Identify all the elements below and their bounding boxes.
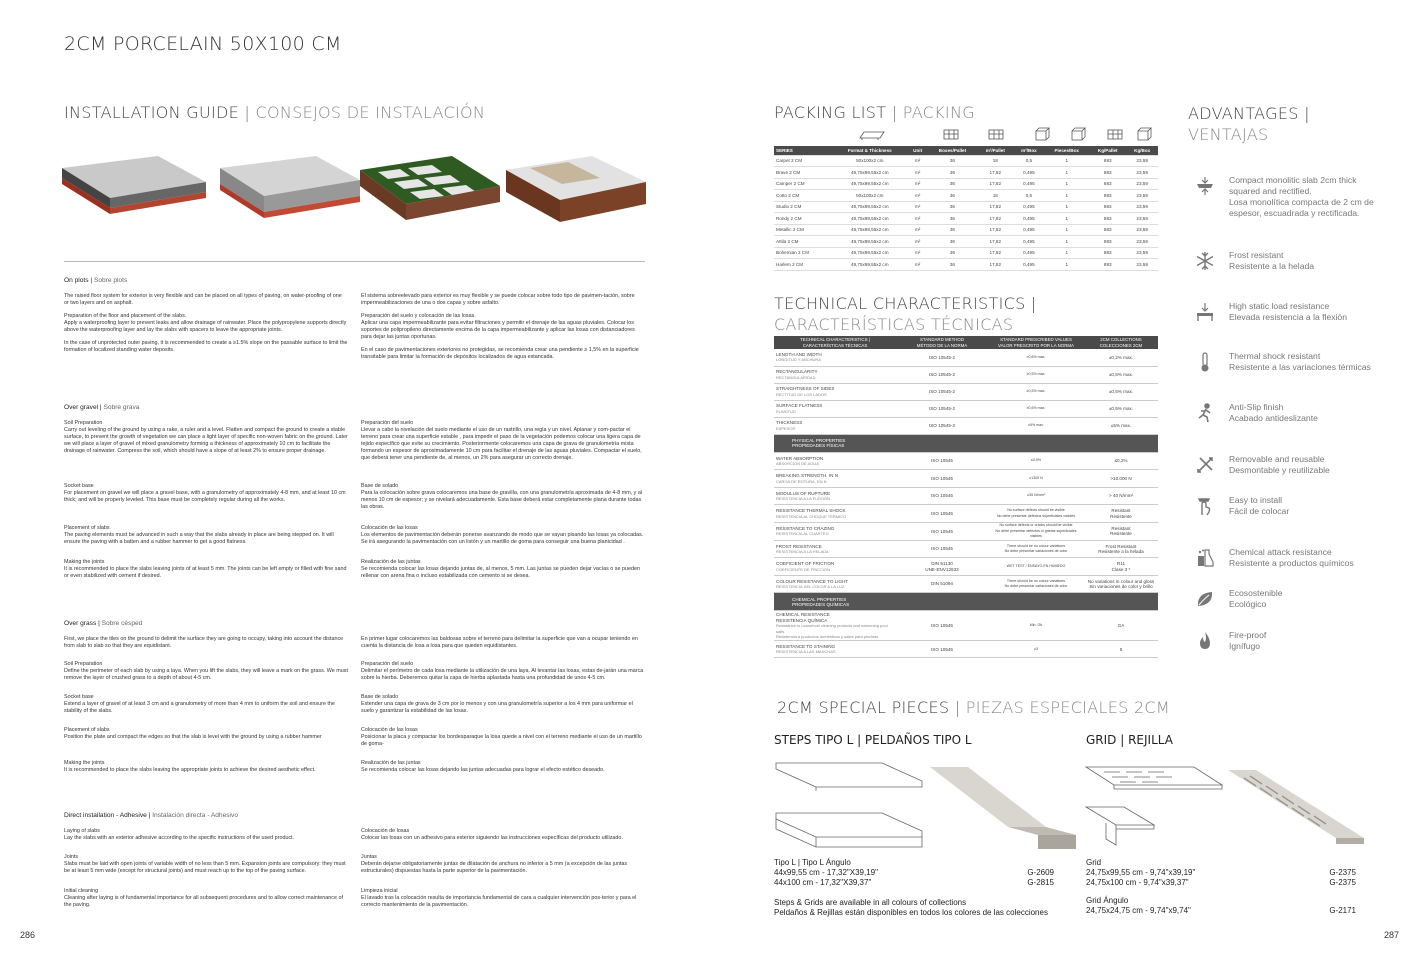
packing-cell: 1 <box>1044 201 1089 213</box>
packing-cell: 883 <box>1089 190 1126 202</box>
value-cell: GA <box>1084 611 1158 641</box>
paragraph-es: Colocación de las losas Los elementos de pavimentación deberán ponerse avanzando de modo que se vayan pisando las losas ya colocadas. Se irá asegurando la pavimentación con un listón y un martillo de goma para conseguir una buena planicidad . <box>361 525 644 545</box>
section-heading-direct-installation: Direct installation - Adhesive | Instalación directa - Adhesivo <box>64 812 238 819</box>
paragraph-es: Juntas Deberán dejarse obligatoriamente juntas de dilatación de anchura no inferior a 5 mm (a excepción de las juntas estructurales) dispuestas hasta la parte superior de la pavimentación. <box>361 854 628 874</box>
packing-row <box>774 247 1158 259</box>
packing-row <box>774 236 1158 248</box>
packing-cell: 23,59 <box>1126 201 1158 213</box>
packing-cell: 49,75x99,55x2 cm <box>832 224 907 236</box>
packing-row <box>774 178 1158 190</box>
packing-cell: 36 <box>928 213 977 225</box>
section-heading-over-grass: Over grass | Sobre césped <box>64 620 143 627</box>
snowflake-icon <box>1194 250 1216 272</box>
installation-title <box>64 103 485 122</box>
technical-header-row: TECHNICAL CHARACTERISTICS | CARACTERÍSTICAS TÉCNICAS STANDARD METHOD MÉTODO DE LA NORMA STANDARD PRESCRIBED VALUES VALOR PRESCRITO POR LA NORMA 2CM COLLECTIONS COLECCIONES 2CM <box>774 336 1158 349</box>
grid-title: GRID | REJILLA <box>1086 733 1173 747</box>
packing-cell: 36 <box>928 201 977 213</box>
method-cell: DIN 51130 UNE-ENV12633 <box>896 558 988 576</box>
packing-cell: 18 <box>977 190 1013 202</box>
packing-cell: 23,59 <box>1126 190 1158 202</box>
packing-cell: m² <box>907 178 927 190</box>
paragraph-es: Limpieza inicial El lavado tras la colocación resulta de importancia fundamental de cara a cualquier intervención pos-terior y para el correcto mantenimiento de la pavimentación. <box>361 888 637 908</box>
paragraph-en: Socket base For placement on gravel we will place a gravel base, with a granulometry of approximately 4-8 mm, and at least 10 cm thick; and will be properly leveled. This base must be completely regular during all the works. <box>64 483 346 503</box>
packing-cell: 18 <box>977 155 1013 167</box>
value-cell: ±0,5% max. <box>1084 383 1158 400</box>
packing-cell: 23,59 <box>1126 167 1158 179</box>
value-cell: Resistant Resistente <box>1084 505 1158 523</box>
packing-row <box>774 155 1158 167</box>
advantages-title: ADVANTAGES | VENTAJAS <box>1188 104 1310 144</box>
steps-item: 44x100 cm - 17,32"X39,37" G-2815 <box>774 878 1054 887</box>
over-gravel-es-column <box>361 420 645 586</box>
packing-cell: 17,82 <box>977 178 1013 190</box>
prescribed-cell: ≥1300 N <box>988 470 1084 488</box>
paragraph-en: Placement of slabs Position the plate and compact the edges so that the slab is level with the ground by using a rubber hammer <box>64 727 322 740</box>
technical-row <box>774 487 1158 505</box>
chemical-icon <box>1194 547 1216 569</box>
packing-row <box>774 190 1158 202</box>
packing-icons <box>774 126 1158 144</box>
paragraph-en: Making the joints It is recommended to place the slabs leaving the appropriate joints to achieve the desired aesthetic effect. <box>64 760 316 773</box>
steps-item: 44x99,55 cm - 17,32"X39,19" G-2609 <box>774 868 1054 877</box>
property-cell: COEFICIENT OF FRICTION COEFICIENTE DE FRICCIÓN <box>774 558 896 576</box>
box-icon <box>1036 128 1049 140</box>
step-photo <box>928 765 1078 855</box>
packing-cell: 883 <box>1089 167 1126 179</box>
packing-cell: 1 <box>1044 247 1089 259</box>
value-cell: No variations in colour and gloss Sin variaciones de color y brillo <box>1084 575 1158 593</box>
packing-cell: 49,75x99,55x2 cm <box>832 247 907 259</box>
advantage-item <box>1194 250 1374 272</box>
packing-cell: 1 <box>1044 155 1089 167</box>
technical-row <box>774 383 1158 400</box>
packing-cell: 17,82 <box>977 224 1013 236</box>
box-icon <box>1072 128 1085 140</box>
technical-row <box>774 558 1158 576</box>
value-cell: ≤0,2% <box>1084 452 1158 470</box>
packing-cell: 1 <box>1044 167 1089 179</box>
packing-cell: 0,495 <box>1014 178 1045 190</box>
packing-cell: 23,59 <box>1126 236 1158 248</box>
paragraph-es: El sistema sobreelevado para exterior es muy flexible y se puede colocar sobre todo tipo de pavimen-tación, sobre impermeabilizaciones de una o dos capas y sobre asfalto. <box>361 293 635 306</box>
installation-title-en: INSTALLATION GUIDE <box>64 103 240 122</box>
packing-row <box>774 167 1158 179</box>
packing-cell: 23,59 <box>1126 155 1158 167</box>
physical-properties-band: PHYSICAL PROPERTIES PROPIEDADES FÍSICAS <box>774 434 1158 452</box>
packing-cell: 1 <box>1044 224 1089 236</box>
packing-row <box>774 213 1158 225</box>
series-cell: Camper 2 CM <box>774 178 832 190</box>
step-drawing <box>774 755 924 855</box>
packing-cell: 883 <box>1089 155 1126 167</box>
advantage-item <box>1194 495 1374 517</box>
page-number-right: 287 <box>1384 930 1400 940</box>
chemical-properties-band: CHEMICAL PROPERTIES PROPIEDADES QUÍMICAS <box>774 593 1158 611</box>
on-plots-es-column <box>361 293 645 367</box>
value-cell: ±0,5% max. <box>1084 366 1158 383</box>
packing-cell: 36 <box>928 190 977 202</box>
series-cell: Attila 2 CM <box>774 236 832 248</box>
steps-title: STEPS TIPO L | PELDAÑOS TIPO L <box>774 733 972 747</box>
property-cell: RESISTANCE TO STAINING RESISTENCIA A LAS MANCHAS <box>774 641 896 658</box>
packing-cell: 1 <box>1044 190 1089 202</box>
steps-info <box>774 858 1054 888</box>
value-cell: ±0,5% max. <box>1084 400 1158 417</box>
series-cell: Metallic 2 CM <box>774 224 832 236</box>
packing-cell: 36 <box>928 167 977 179</box>
method-cell: ISO 10545-2 <box>896 349 988 366</box>
paragraph-en: Socket base Extend a layer of gravel of at least 3 cm and a granulometry of more than 4 mm to uniform the soil and ensure the stability of the slabs. <box>64 694 335 714</box>
prescribed-cell: ≥35 N/mm² <box>988 487 1084 505</box>
packing-cell: 49,75x99,55x2 cm <box>832 201 907 213</box>
property-cell: WATER ABSORPTION ABSORCIÓN DE AGUA <box>774 452 896 470</box>
advantage-text: Removable and reusable Desmontable y reutilizable <box>1229 454 1330 475</box>
packing-cell: 17,82 <box>977 236 1013 248</box>
grid-drawing <box>1084 765 1224 860</box>
flame-icon <box>1194 630 1216 652</box>
property-cell: SURFACE FLATNESS PLANITUD <box>774 400 896 417</box>
thermometer-icon <box>1194 351 1216 373</box>
method-cell: ISO 10545-2 <box>896 383 988 400</box>
prescribed-cell: ±0,5% max. <box>988 400 1084 417</box>
pallet-stack-icon <box>944 130 958 139</box>
packing-cell: 0,495 <box>1014 259 1045 271</box>
packing-cell: 36 <box>928 247 977 259</box>
packing-cell: 49,75x99,55x2 cm <box>832 178 907 190</box>
series-cell: Rondy 2 CM <box>774 213 832 225</box>
paragraph-es: Base de solado Para la colocación sobre grava colocaremos una base de gravilla, con una granulometría aproximada de 4-8 mm, y al menos 10 cm de espesor; y se nivelará adecuadamente. Esta base deberá estar completamente plana durante todas las obras. <box>361 483 643 510</box>
title-separator: | <box>244 103 251 122</box>
prescribed-cell: No surface defects should be visible No debe presentar defectos superficiales visibles <box>988 505 1084 523</box>
prescribed-cell: No surface defects or cracks should be visible No debe presentar defectos ni grietas superficiales visibles <box>988 523 1084 541</box>
adhesive-system-illustration <box>506 156 646 222</box>
technical-row <box>774 349 1158 366</box>
value-cell: >10.000 N <box>1084 470 1158 488</box>
paragraph-en: Placement of slabs The paving elements must be advanced in such a way that the slabs already in place are being stepped on. It will ensure the paving with a batten and a rubber hammer to get a good flatness. <box>64 525 334 545</box>
method-cell: ISO 10545 <box>896 611 988 641</box>
packing-cell: 36 <box>928 155 977 167</box>
advantage-text: High static load resistance Elevada resistencia a la flexión <box>1229 301 1347 322</box>
value-cell: ±5% max. <box>1084 417 1158 434</box>
packing-cell: m² <box>907 167 927 179</box>
paragraph-es: Preparación del suelo Delimitar el perímetro de cada losa mediante la utilización de una laya. Al levantar las losas, estas de-jarán una marca sobre la hierba. Deberemos quitar la capa de hierba aplastada hasta una profundidad de unos 4-5 cm. <box>361 661 644 681</box>
packing-cell: 1 <box>1044 259 1089 271</box>
packing-cell: 36 <box>928 259 977 271</box>
packing-cell: 17,82 <box>977 247 1013 259</box>
packing-cell: 0,5 <box>1014 155 1045 167</box>
technical-table <box>774 336 1158 658</box>
method-cell: ISO 10545-2 <box>896 366 988 383</box>
value-cell: ±0,2% max. <box>1084 349 1158 366</box>
technical-row <box>774 452 1158 470</box>
grid-angle-item: 24,75x24,75 cm - 9,74"x9,74" G-2171 <box>1086 906 1356 915</box>
installation-title-es: CONSEJOS DE INSTALACIÓN <box>255 103 486 122</box>
grid-label: Grid <box>1086 858 1102 867</box>
slab-icon <box>1194 175 1216 197</box>
packing-table <box>774 146 1158 271</box>
prescribed-cell: There should be no colour variations No debe presentar variaciones de color <box>988 575 1084 593</box>
packing-cell: 17,82 <box>977 167 1013 179</box>
prescribed-cell: ≥3 <box>988 641 1084 658</box>
packing-cell: m² <box>907 190 927 202</box>
paragraph-es: En primer lugar colocaremos las baldosas sobre el terreno para delimitar la superficie que van a ocupar teniendo en cuenta la distancia de losa a losa para que queden equidistantes. <box>361 636 638 649</box>
advantage-text: Anti-Slip finish Acabado antideslizante <box>1229 402 1318 423</box>
paragraph-es: Colocación de las losas Posicionar la placa y compactar los bordesparaque la losa quede a nivel con el terreno mediante el uso de un martillo de goma- <box>361 727 642 747</box>
technical-row <box>774 611 1158 641</box>
packing-cell: 23,59 <box>1126 178 1158 190</box>
on-plots-en-column <box>64 293 348 360</box>
series-cell: Studio 2 CM <box>774 201 832 213</box>
technical-row <box>774 366 1158 383</box>
value-cell: > 40 N/mm² <box>1084 487 1158 505</box>
packing-row <box>774 201 1158 213</box>
packing-cell: 23,59 <box>1126 213 1158 225</box>
property-cell: RESISTANCE THERMAL SHOCK RESISTENCIA AL CHOQUE TÉRMICO <box>774 505 896 523</box>
technical-row <box>774 505 1158 523</box>
packing-cell: 883 <box>1089 178 1126 190</box>
advantage-item <box>1194 402 1374 424</box>
property-cell: CHEMICAL RESISTANCE RESISTENCIA QUÍMICA Resistance to household cleaning products and swimming pool salts Resistencia a productos domésticos y sales para piscinas <box>774 611 896 641</box>
grid-item: 24,75x100 cm - 9,74"x39,37" G-2375 <box>1086 878 1356 887</box>
property-cell: FROST RESISTANCE RESISTENCIA A LA HELADA <box>774 540 896 558</box>
method-cell: ISO 10545 <box>896 487 988 505</box>
property-cell: THICKNESS ESPESOR <box>774 417 896 434</box>
packing-cell: 0,495 <box>1014 224 1045 236</box>
advantage-text: Compact monolitic slab 2cm thick squared and rectified. Losa monolítica compacta de 2 cm de espesor, escuadrada y rectificada. <box>1229 175 1374 218</box>
paragraph-en: Making the joints It is recommended to place the slabs leaving joints of at least 5 mm. The joints can be left empty or filled with fine sand or even stabilized with cement if desired. <box>64 559 347 579</box>
property-cell: RECTANGULARITY RECTANGULARIDAD <box>774 366 896 383</box>
advantage-item <box>1194 454 1374 476</box>
packing-cell: 23,59 <box>1126 224 1158 236</box>
property-cell: LENGTH AND WIDTH LONGITUD Y ANCHURA <box>774 349 896 366</box>
packing-cell: 36 <box>928 178 977 190</box>
section-divider <box>64 261 645 262</box>
packing-cell: 0,495 <box>1014 201 1045 213</box>
paragraph-es: Preparación del suelo Llevar a cabo la nivelación del suelo mediante el uso de un rastrillo, una regla y un nivel. Aplanar y com-pactar el terreno para crear una superficie estable , para impedir el paso de la vegetación podemos colocar una ligera capa de tejido específico que evite su crecimiento. Posteriormente colocaremos una capa de grava de granulometría mixta formando un espesor de aproximadamente 10 cm para facilitar el drenaje de las aguas pluviales. Compactar el suelo, que deberá tener una pendiente de, al menos, un 2% para asegurar un correcto drenaje. <box>361 420 642 461</box>
paragraph-en: Soil Preparation Define the perimeter of each slab by using a laya. When you lift the slabs, they will leave a mark on the grass. We must remove the layer of crushed grass to a depth of about 4-5 cm. <box>64 661 348 681</box>
packing-cell: 49,75x99,55x2 cm <box>832 213 907 225</box>
over-gravel-en-column <box>64 420 348 586</box>
packing-cell: 883 <box>1089 224 1126 236</box>
advantage-item <box>1194 301 1374 323</box>
prescribed-cell: ±5% max. <box>988 417 1084 434</box>
paragraph-es: Colocación de losas Colocar las losas con un adhesivo para exterior siguiendo las instrucciones específicas del producto utilizado. <box>361 828 623 841</box>
method-cell: ISO 10545-2 <box>896 400 988 417</box>
plot-system-illustration <box>62 156 206 214</box>
runner-icon <box>1194 402 1216 424</box>
series-cell: Cotto 2 CM <box>774 190 832 202</box>
value-cell: 5 <box>1084 641 1158 658</box>
box-icon <box>1138 128 1151 140</box>
prescribed-cell: ±0,5% max. <box>988 366 1084 383</box>
packing-cell: 0,495 <box>1014 213 1045 225</box>
property-cell: COLOUR RESISTANCE TO LIGHT RESISTENCIA DEL COLOR A LA LUZ <box>774 575 896 593</box>
pallet-stack-icon <box>989 130 1003 139</box>
technical-row <box>774 470 1158 488</box>
series-cell: Bohemian 2 CM <box>774 247 832 259</box>
packing-cell: m² <box>907 224 927 236</box>
packing-cell: 883 <box>1089 259 1126 271</box>
packing-cell: 883 <box>1089 213 1126 225</box>
series-cell: Carpet 2 CM <box>774 155 832 167</box>
grid-info <box>1086 858 1356 916</box>
paragraph-es: Realización de las juntas Se recomienda colocar las losas dejando las juntas adecuadas para lograr el efecto estético deseado. <box>361 760 605 773</box>
direct-installation-es-column <box>361 828 645 915</box>
property-cell: MODULUS OF RUPTURE RESISTENCIA A LA FLEXIÓN <box>774 487 896 505</box>
prescribed-cell: Min. Gb <box>988 611 1084 641</box>
method-cell: ISO 10545 <box>896 540 988 558</box>
grass-system-illustration <box>360 156 500 220</box>
packing-cell: 0,495 <box>1014 167 1045 179</box>
series-cell: Brave 2 CM <box>774 167 832 179</box>
packing-cell: 883 <box>1089 247 1126 259</box>
packing-cell: 49,75x99,55x2 cm <box>832 236 907 248</box>
property-cell: RESISTANCE TO CRAZING RESISTENCIA AL CUARTEO <box>774 523 896 541</box>
pallet-stack-icon <box>1108 130 1122 139</box>
packing-cell: 0,495 <box>1014 247 1045 259</box>
method-cell: ISO 10545 <box>896 523 988 541</box>
packing-title: PACKING LIST | PACKING <box>774 103 975 122</box>
advantage-text: Chemical attack resistance Resistente a productos químicos <box>1229 547 1354 568</box>
paragraph-es: Realización de las juntas Se recomienda colocar las losas dejando juntas de, al menos, 5 mm. Las juntas se pueden dejar vacías o se pueden rellenar con arena fina o incluso estabilizada con cemento si se desea. <box>361 559 640 579</box>
property-cell: BREAKING STRENGTH, IN N CARGA DE ROTURA, EN N <box>774 470 896 488</box>
recycle-icon <box>1194 454 1216 476</box>
steps-label: Tipo L | Tipo L Ángulo <box>774 858 851 867</box>
packing-cell: 0,495 <box>1014 236 1045 248</box>
section-heading-on-plots: On plots | Sobre plots <box>64 277 128 284</box>
prescribed-cell: ±0,6% max. <box>988 349 1084 366</box>
technical-row <box>774 523 1158 541</box>
pallet-icon <box>860 132 884 140</box>
packing-header-row: SERIES Format & Thickness Unit Boxes/Pallet m²/Pallet m²/Box Pieces/Box Kg/Pallet Kg/Box <box>774 146 1158 155</box>
technical-row <box>774 641 1158 658</box>
packing-cell: m² <box>907 201 927 213</box>
note-en: Steps & Grids are available in all colours of collections <box>774 898 967 907</box>
packing-cell: 50x100x2 cm <box>832 190 907 202</box>
grid-angle-label: Grid Ángulo <box>1086 896 1129 905</box>
paragraph-es: En el caso de pavimentaciones exteriores no protegidas, se recomienda crear una pendiente ≥ 1,5% en la superficie transitable para limitar la formación de depósitos localizados de agua estancada. <box>361 347 639 360</box>
direct-installation-en-column <box>64 828 348 915</box>
packing-cell: 49,75x99,55x2 cm <box>832 167 907 179</box>
paragraph-en: The raised floor system for exterior is very flexible and can be placed on all types of paving, on water-proofing of one or two layers and on asphalt. <box>64 293 342 306</box>
packing-cell: 23,59 <box>1126 247 1158 259</box>
method-cell: ISO 10545 <box>896 470 988 488</box>
paragraph-en: First, we place the tiles on the ground to delimit the surface they are going to occupy, taking into account the distance from slab to slab so that they are equidistant. <box>64 636 344 649</box>
technical-row <box>774 400 1158 417</box>
technical-row <box>774 540 1158 558</box>
series-cell: Harlem 2 CM <box>774 259 832 271</box>
packing-cell: 1 <box>1044 213 1089 225</box>
advantage-item <box>1194 588 1374 610</box>
paragraph-es: Base de solado Extender una capa de grava de 3 cm por lo menos y con una granulometría superior a los 4 mm para uniformar el suelo y garantizar la estabilidad de las losas. <box>361 694 633 714</box>
paragraph-en: In the case of unprotected outer paving, it is recommended to create a ≥1.5% slope on the passable surface to limit the formation of localized standing water deposits. <box>64 340 348 353</box>
paragraph-en: Initial cleaning Cleaning after laying is of fundamental importance for all subsequent procedures and to allow correct maintenance of the paving. <box>64 888 343 908</box>
packing-cell: 49,75x99,55x2 cm <box>832 259 907 271</box>
advantage-item <box>1194 175 1374 219</box>
method-cell: ISO 10545 <box>896 452 988 470</box>
packing-cell: m² <box>907 259 927 271</box>
packing-cell: m² <box>907 236 927 248</box>
technical-row <box>774 575 1158 593</box>
note-es: Peldaños & Rejillas están disponibles en todos los colores de las colecciones <box>774 908 1048 917</box>
packing-cell: m² <box>907 247 927 259</box>
grid-item: 24,75x99,55 cm - 9,74"x39,19" G-2375 <box>1086 868 1356 877</box>
prescribed-cell: ±0,5% max. <box>988 383 1084 400</box>
packing-cell: 1 <box>1044 236 1089 248</box>
advantage-text: Frost resistant Resistente a la helada <box>1229 250 1315 271</box>
advantage-text: Fire-proof Ignífugo <box>1229 630 1267 651</box>
hand-icon <box>1194 495 1216 517</box>
paragraph-en: Preparation of the floor and placement of the slabs. Apply a waterproofing layer to prevent leaks and allow drainage of rainwater. Place the polypropylene supports directly above the waterproofing layer and lay the slabs with spacers to leave the appropriate joints. <box>64 313 347 333</box>
packing-row <box>774 259 1158 271</box>
advantage-text: Ecosostenible Ecológico <box>1229 588 1283 609</box>
advantage-item <box>1194 630 1374 652</box>
packing-cell: m² <box>907 213 927 225</box>
installation-illustrations <box>60 148 650 230</box>
property-cell: STRAIGHTNESS OF SIDES RECTITUD DE LOS LADOS <box>774 383 896 400</box>
page-number-left: 286 <box>20 930 36 940</box>
availability-note <box>774 898 1084 918</box>
paragraph-en: Joints Slabs must be laid with open joints of variable width of no less than 5 mm. Expansion joints are compulsory: they must be at least 5 mm wide (except for structural joints) and must reach up to the top of the paving surface. <box>64 854 346 874</box>
technical-row <box>774 417 1158 434</box>
advantage-text: Easy to install Fácil de colocar <box>1229 495 1290 516</box>
paragraph-es: Preparación del suelo y colocación de las losas. Aplicar una capa impermeabilizante para evitar filtraciones y permitir el drenaje de las aguas pluviales. Colocar los soportes de polipropileno directamente encima de la capa impermeabilizante y aplicar las losas con distanciadores para dejar las juntas oportunas. <box>361 313 635 340</box>
grid-photo <box>1226 768 1366 858</box>
method-cell: ISO 10545 <box>896 641 988 658</box>
prescribed-cell: ≤0,5% <box>988 452 1084 470</box>
load-icon <box>1194 301 1216 323</box>
over-grass-en-column <box>64 636 348 780</box>
advantage-item <box>1194 351 1374 373</box>
prescribed-cell: WET TEST / ENSAYO EN HÚMEDO <box>988 558 1084 576</box>
advantage-item <box>1194 547 1374 569</box>
paragraph-en: Laying of slabs Lay the slabs with an exterior adhesive according to the specific instructions of the used product. <box>64 828 295 841</box>
over-grass-es-column <box>361 636 645 780</box>
packing-cell: 0,5 <box>1014 190 1045 202</box>
advantage-text: Thermal shock resistant Resistente a las variaciones térmicas <box>1229 351 1371 372</box>
packing-cell: 50x100x2 cm <box>832 155 907 167</box>
method-cell: DIN 51094 <box>896 575 988 593</box>
value-cell: R11 Clase 3 * <box>1084 558 1158 576</box>
leaf-icon <box>1194 588 1216 610</box>
paragraph-en: Soil Preparation Carry out leveling of the ground by using a rake, a ruler and a level. Flatten and compact the ground to create a stable surface, to prevent the growth of vegetation we can place a light layer of specific non-woven fabric on the ground. Later we will place a layer of gravel of mixed granulometry forming a thickness of approximately 10 cm to facilitate the drainage of rainwater. Compress the soil, which should have a slope of at least 2% to ensure proper drainage. <box>64 420 348 454</box>
method-cell: ISO 10545 <box>896 505 988 523</box>
prescribed-cell: There should be no colour variations No debe presentar variaciones de color <box>988 540 1084 558</box>
packing-cell: 883 <box>1089 236 1126 248</box>
page-title: 2CM PORCELAIN 50X100 CM <box>64 33 342 55</box>
gravel-system-illustration <box>220 156 360 218</box>
packing-cell: 36 <box>928 236 977 248</box>
special-pieces-title: 2CM SPECIAL PIECES | PIEZAS ESPECIALES 2CM <box>777 698 1171 717</box>
packing-cell: 1 <box>1044 178 1089 190</box>
packing-cell: 36 <box>928 224 977 236</box>
packing-cell: 17,82 <box>977 259 1013 271</box>
packing-cell: 17,82 <box>977 213 1013 225</box>
value-cell: Resistant Resistente <box>1084 523 1158 541</box>
value-cell: Frost Resistant Resistente a la helada <box>1084 540 1158 558</box>
section-heading-over-gravel: Over gravel | Sobre grava <box>64 404 140 411</box>
packing-cell: m² <box>907 155 927 167</box>
method-cell: ISO 10545-2 <box>896 417 988 434</box>
packing-cell: 883 <box>1089 201 1126 213</box>
packing-row <box>774 224 1158 236</box>
technical-title: TECHNICAL CHARACTERISTICS | CARACTERÍSTICAS TÉCNICAS <box>774 294 1037 334</box>
packing-cell: 23,59 <box>1126 259 1158 271</box>
packing-cell: 17,82 <box>977 201 1013 213</box>
